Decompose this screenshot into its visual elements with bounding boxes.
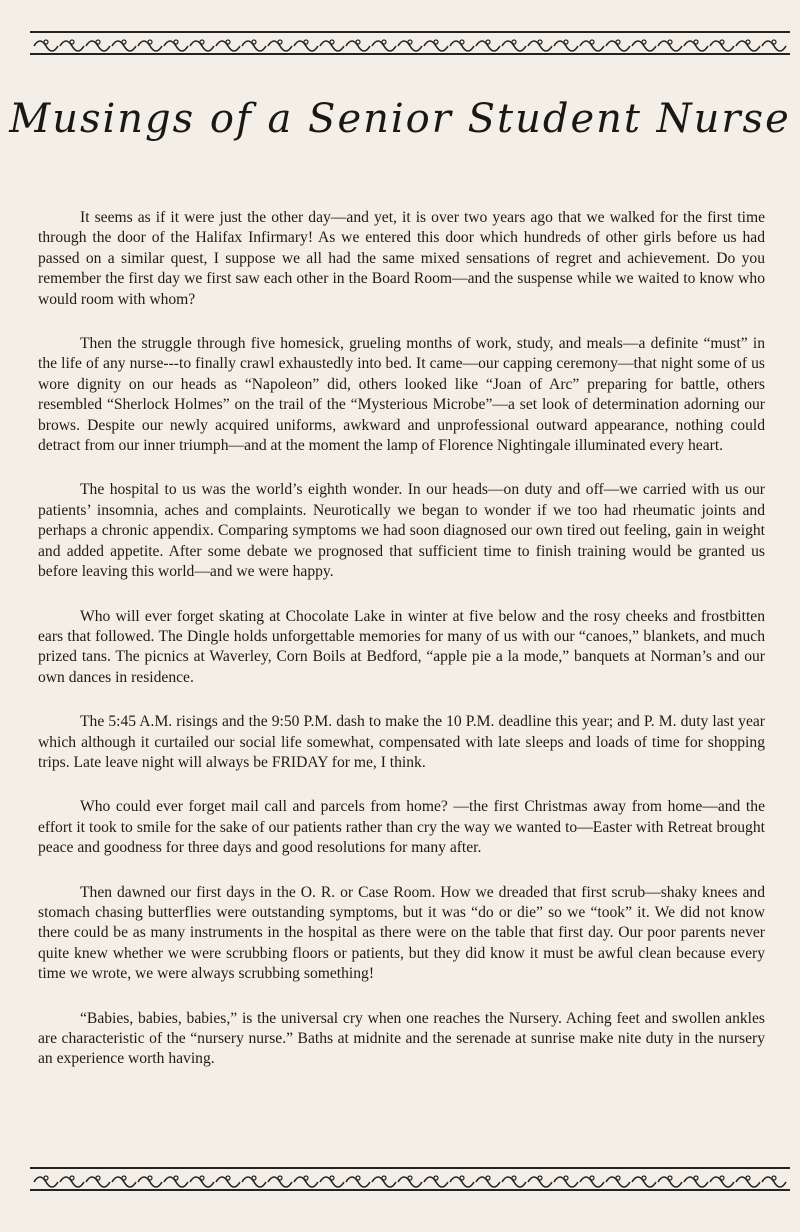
bottom-ornamental-border [30, 1166, 790, 1192]
article-body [38, 208, 765, 1070]
paragraph: Then the struggle through five homesick, grueling months of work, study, and meals—a definite “must” in the life of any nurse---to finally crawl exhaustedly into bed. It came—our capping ceremony—that night some of us wore dignity on our heads as “Napoleon” did, others looked like “Joan of Arc” preparing for battle, others resembled “Sherlock Holmes” on the trail of the “Mysterious Microbe”—a set look of determination adorning our brows. Despite our newly acquired uniforms, awkward and unprofessional outward appearance, nothing could detract from our inner triumph—and at the moment the lamp of Florence Nightingale illuminated every heart. [38, 335, 765, 455]
page-title: Musings of a Senior Student Nurse [9, 96, 791, 142]
paragraph: “Babies, babies, babies,” is the universal cry when one reaches the Nursery. Aching feet and swollen ankles are characteristic of the “nursery nurse.” Baths at midnite and the serenade at sunrise make nite duty in the nursery an experience worth having. [38, 1009, 765, 1068]
paragraph: It seems as if it were just the other day—and yet, it is over two years ago that we walked for the first time through the door of the Halifax Infirmary! As we entered this door which hundreds of other girls before us had passed on a similar quest, I suppose we all had the same mixed sensations of regret and achievement. Do you remember the first day we first saw each other in the Board Room—and the suspense while we waited to know who would room with whom? [38, 209, 765, 308]
paragraph: Then dawned our first days in the O. R. or Case Room. How we dreaded that first scrub—shaky knees and stomach chasing butterflies were outstanding symptoms, but it was “do or die” so we “took” it. We did not know there could be as many instruments in the hospital as there were on the table that first day. Our poor parents never quite knew whether we were scrubbing floors or patients, but they did know it must be awful clean because every time we wrote, we were always scrubbing something! [38, 883, 765, 983]
paragraph: Who will ever forget skating at Chocolate Lake in winter at five below and the rosy cheeks and frostbitten ears that followed. The Dingle holds unforgettable memories for many of us with our “canoes,” blankets, and much prized tans. The picnics at Waverley, Corn Boils at Bedford, “apple pie a la mode,” banquets at Norman’s and our own dances in residence. [38, 607, 765, 686]
paragraph: Who could ever forget mail call and parcels from home? —the first Christmas away from home—and the effort it took to smile for the sake of our patients rather than cry the way we wanted to—Easter with Retreat brought peace and goodness for three days and good resolutions for many after. [38, 798, 765, 857]
top-ornamental-border [30, 30, 790, 56]
paragraph: The 5:45 A.M. risings and the 9:50 P.M. dash to make the 10 P.M. deadline this year; and P. M. duty last year which although it curtailed our social life somewhat, compensated with late sleeps and loads of time for shopping trips. Late leave night will always be FRIDAY for me, I think. [38, 713, 765, 771]
paragraph: The hospital to us was the world’s eighth wonder. In our heads—on duty and off—we carried with us our patients’ insomnia, aches and complaints. Neurotically we began to wonder if we too had rheumatic joints and perhaps a chronic appendix. Comparing symptoms we had soon diagnosed our own tired out feeling, gain in weight and added appetite. After some debate we prognosed that sufficient time to finish training would be granted us before leaving this world—and we were happy. [38, 481, 765, 581]
